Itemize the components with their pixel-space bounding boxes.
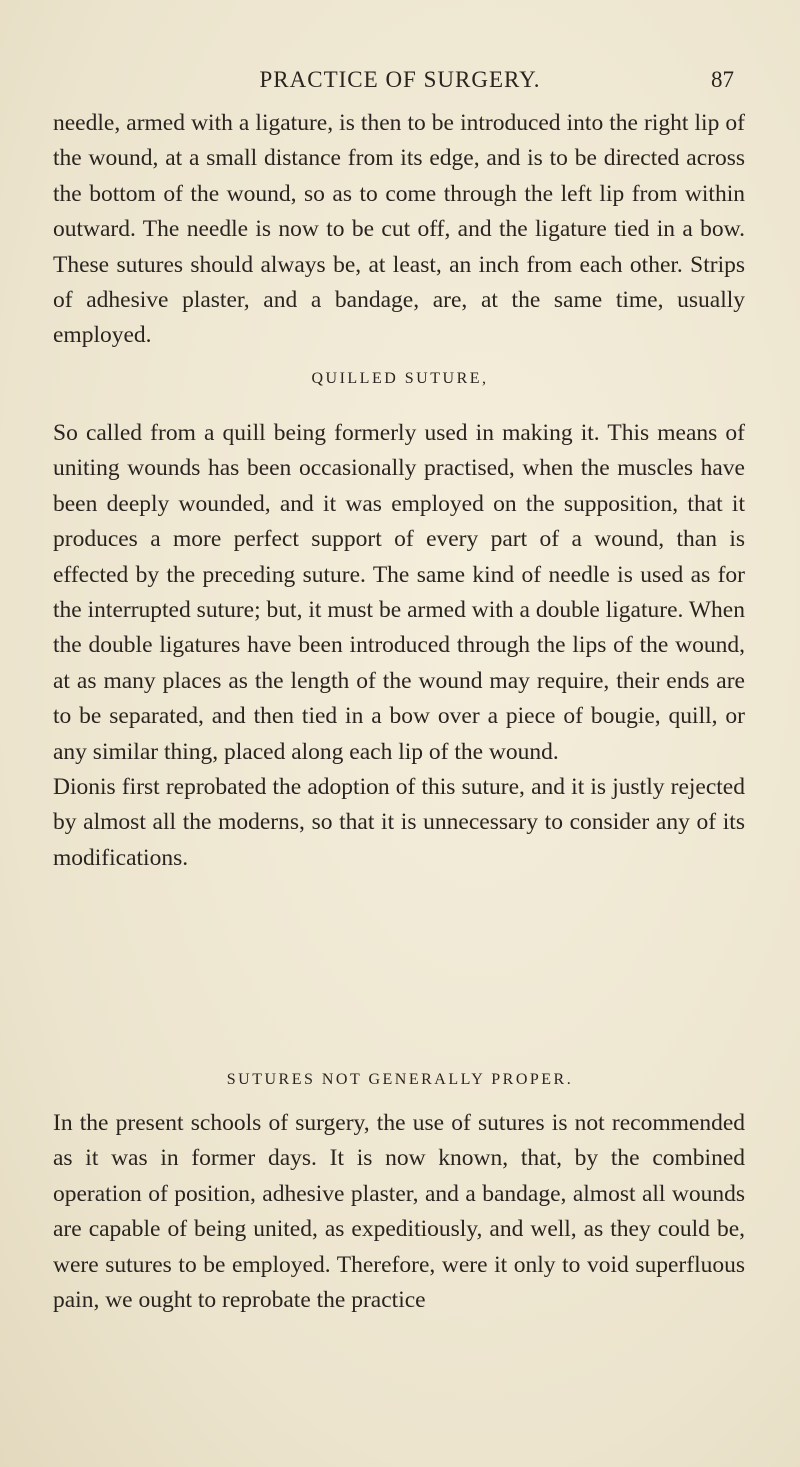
paragraph-text: So called from a quill being formerly used in making it. This means of uniting wounds has been occasionally practised, when the muscles have been deeply wounded, and it was employed on the supposition, that it produces a more perfect support of every part of a wound, than is effected by the preceding suture. The same kind of needle is used as for the interrupted suture; but, it must be armed with a double ligature. When the double ligatures have been introduced through the lips of the wound, at as many places as the length of the wound may require, their ends are to be separated, and then tied in a bow over a piece of bougie, quill, or any similar thing, placed along each lip of the wound. xyxy=(53,420,745,765)
body-paragraph-2 xyxy=(53,416,745,876)
page-number: 87 xyxy=(711,67,734,92)
section-heading-quilled-suture: QUILLED SUTURE, xyxy=(311,370,489,387)
paragraph-text: In the present schools of surgery, the use of sutures is not recommended as it was in former days. It is now known, that, by the combined operation of position, adhesive plaster, and a bandage, almost all wounds are capable of being united, as expeditiously, and well, as they could be, were sutures to be employed. Therefore, were it only to void superfluous pain, we ought to reprobate the practice xyxy=(53,1110,745,1314)
running-head xyxy=(0,62,800,98)
paragraph-text: needle, armed with a ligature, is then to be introduced into the right lip of the wound, at a small distance from its edge, and is to be directed across the bottom of the wound, so as to come through the left lip from within outward. The needle is now to be cut off, and the ligature tied in a bow. These sutures should always be, at least, an inch from each other. Strips of adhesive plaster, and a bandage, are, at the same time, usually employed. xyxy=(53,110,745,349)
paragraph-text: Dionis first reprobated the adoption of this suture, and it is justly rejected by almost all the moderns, so that it is unnecessary to consider any of its modifications. xyxy=(53,774,745,871)
body-paragraph-4 xyxy=(53,1106,745,1318)
section-heading-sutures-not-proper: SUTURES NOT GENERALLY PROPER. xyxy=(226,1071,574,1088)
running-title: PRACTICE OF SURGERY. xyxy=(259,67,541,92)
body-paragraph-1 xyxy=(53,106,745,354)
